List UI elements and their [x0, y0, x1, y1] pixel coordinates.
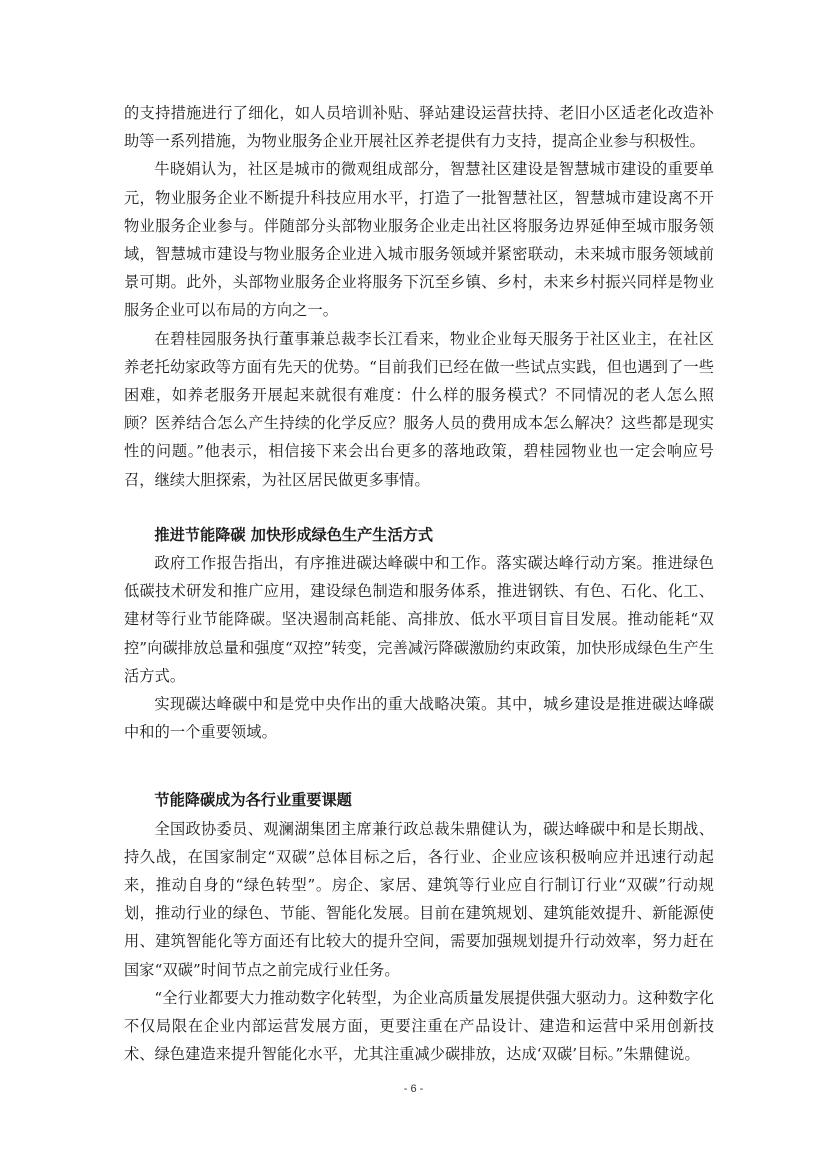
- section-spacer: [124, 746, 714, 786]
- paragraph: 实现碳达峰碳中和是党中央作出的重大战略决策。其中，城乡建设是推进碳达峰碳中和的一个重要领域。: [124, 695, 714, 742]
- section-spacer: [124, 494, 714, 521]
- paragraph: 全国政协委员、观澜湖集团主席兼行政总裁朱鼎健认为，碳达峰碳中和是长期战、持久战，在国家制定“双碳”总体目标之后，各行业、企业应该积极响应并迅速行动起来，推动自身的“绿色转型”。房企、家居、建筑等行业应自行制订行业“双碳”行动规划，推动行业的绿色、节能、智能化发展。目前在建筑规划、建筑能效提升、新能源使用、建筑智能化等方面还有比较大的提升空间，需要加强规划提升行动效率，努力赶在国家“双碳”时间节点之前完成行业任务。: [124, 819, 714, 979]
- paragraph: 政府工作报告指出，有序推进碳达峰碳中和工作。落实碳达峰行动方案。推进绿色低碳技术研发和推广应用，建设绿色制造和服务体系，推进钢铁、有色、石化、化工、建材等行业节能降碳。坚决遏制高耗能、高排放、低水平项目盲目发展。推动能耗“双控”向碳排放总量和强度“双控”转变，完善减污降碳激励约束政策，加快形成绿色生产生活方式。: [124, 554, 714, 685]
- paragraph: 牛晓娟认为，社区是城市的微观组成部分，智慧社区建设是智慧城市建设的重要单元，物业服务企业不断提升科技应用水平，打造了一批智慧社区，智慧城市建设离不开物业服务企业参与。伴随部分头部物业服务企业走出社区将服务边界延伸至城市服务领域，智慧城市建设与物业服务企业进入城市服务领域并紧密联动，未来城市服务领域前景可期。此外，头部物业服务企业将服务下沉至乡镇、乡村，未来乡村振兴同样是物业服务企业可以布局的方向之一。: [124, 160, 714, 320]
- document-body: [124, 99, 714, 1069]
- section-heading: 推进节能降碳 加快形成绿色生产生活方式: [154, 525, 434, 544]
- paragraph: “全行业都要大力推动数字化转型，为企业高质量发展提供强大驱动力。这种数字化不仅局限在企业内部运营发展方面，更要注重在产品设计、建造和运营中采用创新技术、绿色建造来提升智能化水平，尤其注重减少碳排放，达成‘双碳’目标。”朱鼎健说。: [124, 988, 714, 1064]
- paragraph: 的支持措施进行了细化，如人员培训补贴、驿站建设运营扶持、老旧小区适老化改造补助等一系列措施，为物业服务企业开展社区养老提供有力支持，提高企业参与积极性。: [124, 104, 714, 151]
- section-heading: 节能降碳成为各行业重要课题: [154, 791, 352, 810]
- page-number: - 6 -: [403, 1083, 424, 1095]
- paragraph: 在碧桂园服务执行董事兼总裁李长江看来，物业企业每天服务于社区业主，在社区养老托幼家政等方面有先天的优势。“目前我们已经在做一些试点实践，但也遇到了一些困难，如养老服务开展起来就很有难度：什么样的服务模式？不同情况的老人怎么照顾？医养结合怎么产生持续的化学反应？服务人员的费用成本怎么解决？这些都是现实性的问题。”他表示，相信接下来会出台更多的落地政策，碧桂园物业也一定会响应号召，继续大胆探索，为社区居民做更多事情。: [124, 329, 714, 489]
